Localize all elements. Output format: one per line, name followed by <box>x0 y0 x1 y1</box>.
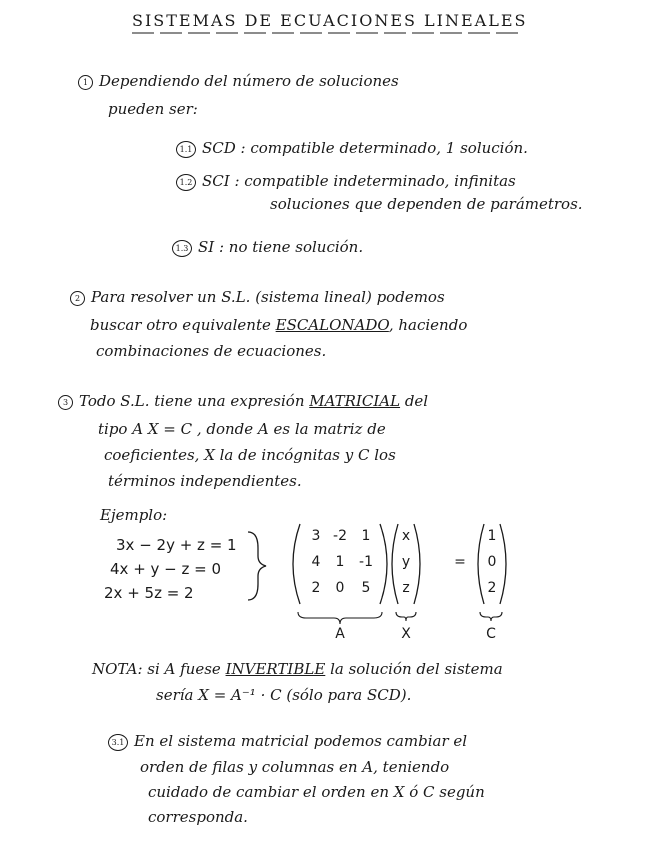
section-3-1-text-1: En el sistema matricial podemos cambiar el <box>134 732 468 750</box>
item-1-3-number: 1.3 <box>172 240 192 257</box>
nota-text-1a: NOTA: si A fuese <box>92 660 226 678</box>
equals-sign: = <box>454 554 466 570</box>
vector-x-cell: z <box>402 580 410 596</box>
matrix-a-label: A <box>335 626 345 642</box>
example-label: Ejemplo: <box>100 506 168 524</box>
matrix-a-cell: -1 <box>359 554 373 570</box>
nota-text-1c: la solución del sistema <box>325 660 503 678</box>
vector-c-label: C <box>486 626 496 642</box>
section-3-line-3: coeficientes, X la de incógnitas y C los <box>104 446 396 464</box>
vector-c-cell: 2 <box>487 580 497 596</box>
matricial-keyword: MATRICIAL <box>309 392 401 410</box>
item-1-2-line-2: soluciones que dependen de parámetros. <box>270 195 583 213</box>
invertible-keyword: INVERTIBLE <box>225 660 326 678</box>
nota-line-1 <box>92 660 503 678</box>
section-3-1-line-3: cuidado de cambiar el orden en X ó C según <box>148 783 485 801</box>
matrix-a-cell: -2 <box>333 528 347 544</box>
section-3-text-1a: Todo S.L. tiene una expresión <box>79 392 310 410</box>
section-3-number: 3 <box>58 395 73 410</box>
matrix-a-cell: 4 <box>311 554 321 570</box>
matrix-a-cell: 2 <box>311 580 321 596</box>
matrix-a-cell: 1 <box>335 554 345 570</box>
section-2-text-2a: buscar otro equivalente <box>90 316 276 334</box>
equation-2: 4x + y − z = 0 <box>110 560 222 578</box>
item-1-1-text: SCD : compatible determinado, 1 solución. <box>202 139 528 157</box>
section-1-text-1: Dependiendo del número de soluciones <box>99 72 399 90</box>
section-3-1-number: 3.1 <box>108 734 128 751</box>
matrix-a-cell: 1 <box>361 528 371 544</box>
equation-3: 2x + 5z = 2 <box>104 584 194 602</box>
section-3-1-line-4: corresponda. <box>148 808 248 826</box>
section-3-line-2: tipo A X = C , donde A es la matriz de <box>98 420 386 438</box>
nota-line-2: sería X = A⁻¹ · C (sólo para SCD). <box>156 686 412 704</box>
item-1-2-text-1: SCI : compatible indeterminado, infinitas <box>202 172 516 190</box>
equation-1: 3x − 2y + z = 1 <box>116 536 237 554</box>
matrix-a-cell: 5 <box>361 580 371 596</box>
section-3-1-line-2: orden de filas y columnas en A, teniendo <box>140 758 450 776</box>
vector-c-cell: 0 <box>487 554 497 570</box>
page-title: SISTEMAS DE ECUACIONES LINEALES <box>132 11 528 30</box>
section-2-text-2c: , haciendo <box>388 316 468 334</box>
item-1-1-number: 1.1 <box>176 141 196 158</box>
section-3-line-4: términos independientes. <box>108 472 302 490</box>
escalonado-keyword: ESCALONADO <box>275 316 389 334</box>
section-2-number: 2 <box>70 291 85 306</box>
vector-x-label: X <box>401 626 411 642</box>
section-1-number: 1 <box>78 75 93 90</box>
section-1-line-2: pueden ser: <box>108 100 198 118</box>
section-2-text-1: Para resolver un S.L. (sistema lineal) podemos <box>91 288 445 306</box>
vector-x-cell: x <box>401 528 411 544</box>
section-2-line-3: combinaciones de ecuaciones. <box>96 342 327 360</box>
vector-x-cell: y <box>401 554 411 570</box>
matrix-a-cell: 0 <box>335 580 345 596</box>
section-3-text-1c: del <box>400 392 429 410</box>
item-1-3-text: SI : no tiene solución. <box>198 238 364 256</box>
item-1-2-number: 1.2 <box>176 174 196 191</box>
section-3-1-line-1 <box>108 732 467 751</box>
vector-c-cell: 1 <box>487 528 497 544</box>
matrix-a-cell: 3 <box>311 528 321 544</box>
